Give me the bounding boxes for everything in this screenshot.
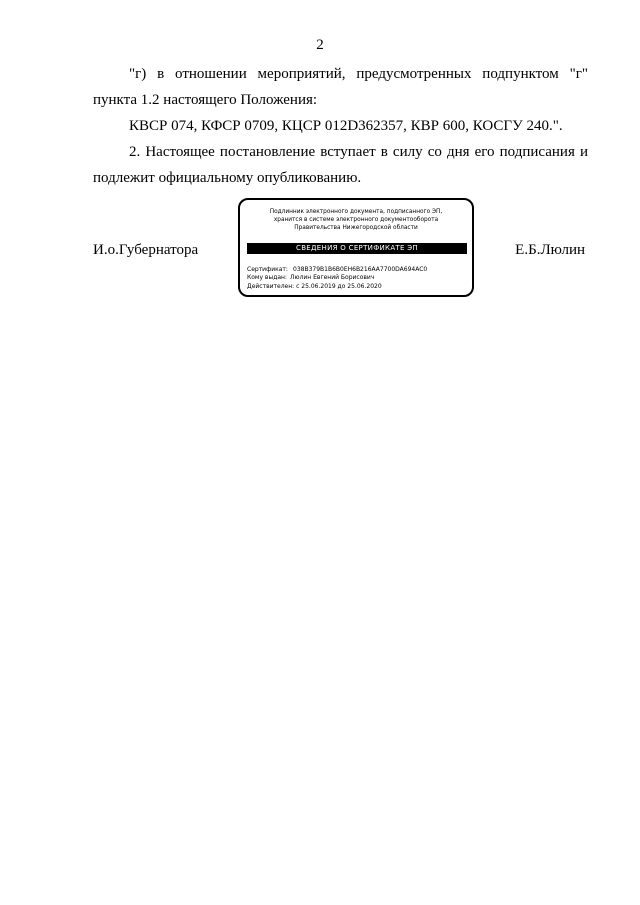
paragraph-item-g: "г) в отношении мероприятий, предусмотренных подпунктом "г" пункта 1.2 настоящего Положения: (93, 66, 588, 108)
page-number: 2 (316, 37, 324, 53)
electronic-signature-stamp (238, 198, 474, 297)
validity-label: Действителен: (247, 282, 295, 290)
stamp-note-line: Правительства Нижегородской области (294, 225, 418, 231)
paragraph-effective-date: 2. Настоящее постановление вступает в силу со дня его подписания и подлежит официальному опубликованию. (93, 144, 588, 186)
stamp-note-line: Подлинник электронного документа, подписанного ЭП, (269, 209, 443, 215)
certificate-value: 038B379B1B6B0EH6B216AA7700DA694AC0 (293, 266, 428, 273)
validity-row (247, 283, 427, 291)
certificate-label: Сертификат: (247, 266, 288, 273)
issued-to-label: Кому выдан: (247, 274, 287, 282)
issued-to-value: Люлин Евгений Борисович (290, 274, 375, 282)
paragraph-budget-codes: КВСР 074, КФСР 0709, КЦСР 012D362357, КВР 600, КОСГУ 240.". (129, 118, 563, 134)
stamp-note (240, 208, 472, 232)
validity-value: с 25.06.2019 до 25.06.2020 (296, 282, 382, 290)
stamp-note-line: хранится в системе электронного документооборота (273, 217, 439, 223)
stamp-certificate-details (247, 266, 427, 291)
signatory-name: Е.Б.Люлин (515, 242, 585, 258)
signatory-position: И.о.Губернатора (93, 242, 199, 258)
stamp-title-band: СВЕДЕНИЯ О СЕРТИФИКАТЕ ЭП (247, 243, 467, 254)
issued-to-row (247, 274, 427, 282)
certificate-row (247, 266, 427, 274)
